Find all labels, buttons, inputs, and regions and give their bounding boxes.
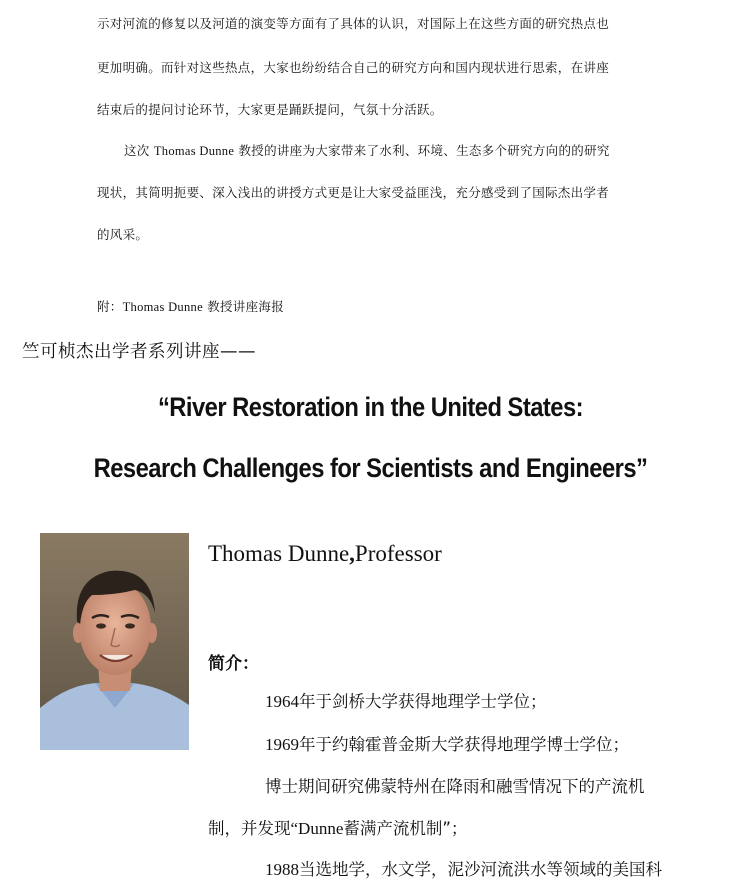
paragraph-text: 这次 <box>124 143 154 158</box>
lecture-title-line2: Research Challenges for Scientists and Engineers” <box>93 453 648 483</box>
bio-line <box>265 731 629 755</box>
bio-line <box>208 815 467 839</box>
attachment-prefix: 附： <box>97 299 123 314</box>
intro-heading: 简介： <box>208 654 259 674</box>
paragraph-text: 教授的讲座为大家带来了水利、环境、生态多个研究方向的的研究 <box>234 143 610 158</box>
paragraph-line: 示对河流的修复以及河道的演变等方面有了具体的认识，对国际上在这些方面的研究热点也 <box>97 16 610 31</box>
bio-line: 博士期间研究佛蒙特州在降雨和融雪情况下的产流机 <box>265 777 645 796</box>
bio-year: 1964 <box>265 692 299 711</box>
bio-year: 1988 <box>265 860 299 879</box>
lecture-title-line1: “River Restoration in the United States: <box>157 392 584 422</box>
bio-text: 制，并发现 <box>208 819 291 838</box>
attachment-name: Thomas Dunne <box>122 300 203 314</box>
bio-text: 年于约翰霍普金斯大学获得地理学博士学位； <box>299 735 629 754</box>
speaker-name-text: Thomas Dunne <box>208 541 350 566</box>
paragraph-line: 更加明确。而针对这些热点，大家也纷纷结合自己的研究方向和国内现状进行思索，在讲座 <box>97 60 610 75</box>
speaker-name <box>208 541 442 567</box>
bio-text: 当选地学，水文学，泥沙河流洪水等领域的美国科 <box>299 860 662 879</box>
bio-year: 1969 <box>265 735 299 754</box>
speaker-name-inline: Thomas Dunne <box>153 144 235 158</box>
bio-term: “Dunne <box>290 819 344 838</box>
paragraph-line: 的风采。 <box>97 227 149 242</box>
paragraph-line: 现状，其简明扼要、深入浅出的讲授方式更是让大家受益匪浅，充分感受到了国际杰出学者 <box>97 185 610 200</box>
speaker-photo <box>40 533 189 750</box>
bio-text: 年于剑桥大学获得地理学士学位； <box>299 692 547 711</box>
portrait-image <box>40 533 189 750</box>
lecture-series-label: 竺可桢杰出学者系列讲座—— <box>22 342 256 362</box>
paragraph-line: 结束后的提问讨论环节，大家更是踊跃提问，气氛十分活跃。 <box>97 102 443 117</box>
attachment-note <box>97 297 284 315</box>
bio-line <box>265 688 547 712</box>
paragraph-line <box>124 141 610 159</box>
bio-line <box>265 856 662 880</box>
speaker-name-comma: , <box>349 541 355 566</box>
bio-text: 蓄满产流机制”； <box>343 819 468 838</box>
speaker-title: Professor <box>354 541 442 566</box>
attachment-suffix: 教授讲座海报 <box>202 299 285 314</box>
